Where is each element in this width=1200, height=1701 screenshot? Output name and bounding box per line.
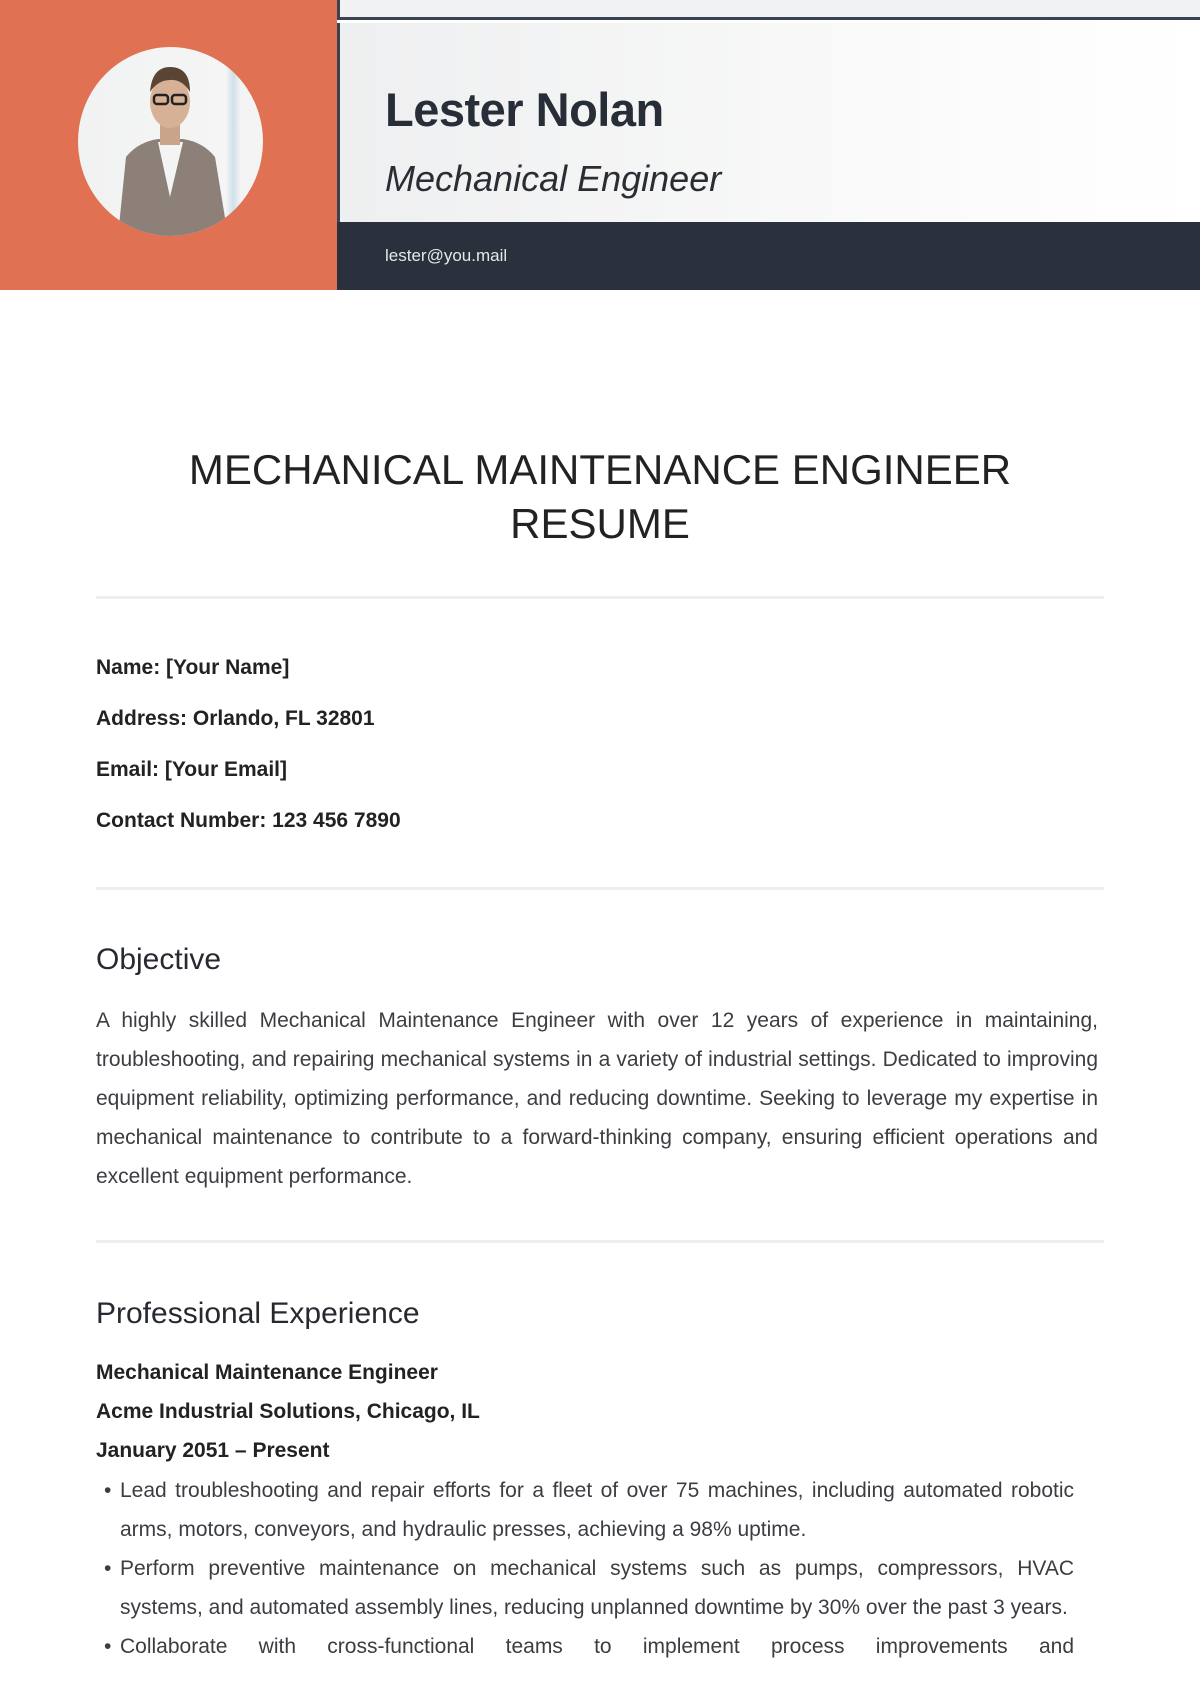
list-item: • Lead troubleshooting and repair efforts for a fleet of over 75 machines, including automated robotic arms, motors, conveyors, and hydraulic presses, achieving a 98% uptime.: [104, 1471, 1074, 1549]
contact-phone: Contact Number: 123 456 7890: [96, 809, 401, 832]
candidate-role: Mechanical Engineer: [385, 158, 722, 199]
profile-photo: [78, 47, 263, 236]
contact-name: Name: [Your Name]: [96, 656, 290, 679]
list-item: • Collaborate with cross-functional teams to implement process improvements and: [104, 1627, 1074, 1666]
divider: [96, 887, 1104, 890]
header-email: lester@you.mail: [385, 246, 508, 265]
contact-address: Address: Orlando, FL 32801: [96, 707, 375, 730]
divider: [96, 596, 1104, 599]
person-portrait-icon: [78, 47, 263, 236]
job-bullets: [104, 1471, 1074, 1666]
list-item: • Perform preventive maintenance on mechanical systems such as pumps, compressors, HVAC systems, and automated assembly lines, reducing unplanned downtime by 30% over the past 3 years.: [104, 1549, 1074, 1627]
contact-email: Email: [Your Email]: [96, 758, 287, 781]
job-company: Acme Industrial Solutions, Chicago, IL: [96, 1400, 480, 1423]
job-dates: January 2051 – Present: [96, 1439, 330, 1462]
document-title: [96, 443, 1104, 551]
divider: [96, 1240, 1104, 1243]
experience-heading: Professional Experience: [96, 1297, 420, 1330]
objective-heading: Objective: [96, 943, 222, 976]
objective-text: A highly skilled Mechanical Maintenance Engineer with over 12 years of experience in maintaining, troubleshooting, and repairing mechanical systems in a variety of industrial settings. Dedicated to improving equipment reliability, optimizing performance, and reducing downtime. Seeking to leverage my expertise in mechanical maintenance to contribute to a forward-thinking company, ensuring efficient operations and excellent equipment performance.: [96, 1009, 1098, 1188]
title-line: MECHANICAL MAINTENANCE ENGINEER: [188, 446, 1012, 493]
header-top-band: [337, 0, 1200, 20]
job-title: Mechanical Maintenance Engineer: [96, 1361, 438, 1384]
candidate-name: Lester Nolan: [385, 83, 664, 136]
title-line: RESUME: [510, 500, 690, 547]
